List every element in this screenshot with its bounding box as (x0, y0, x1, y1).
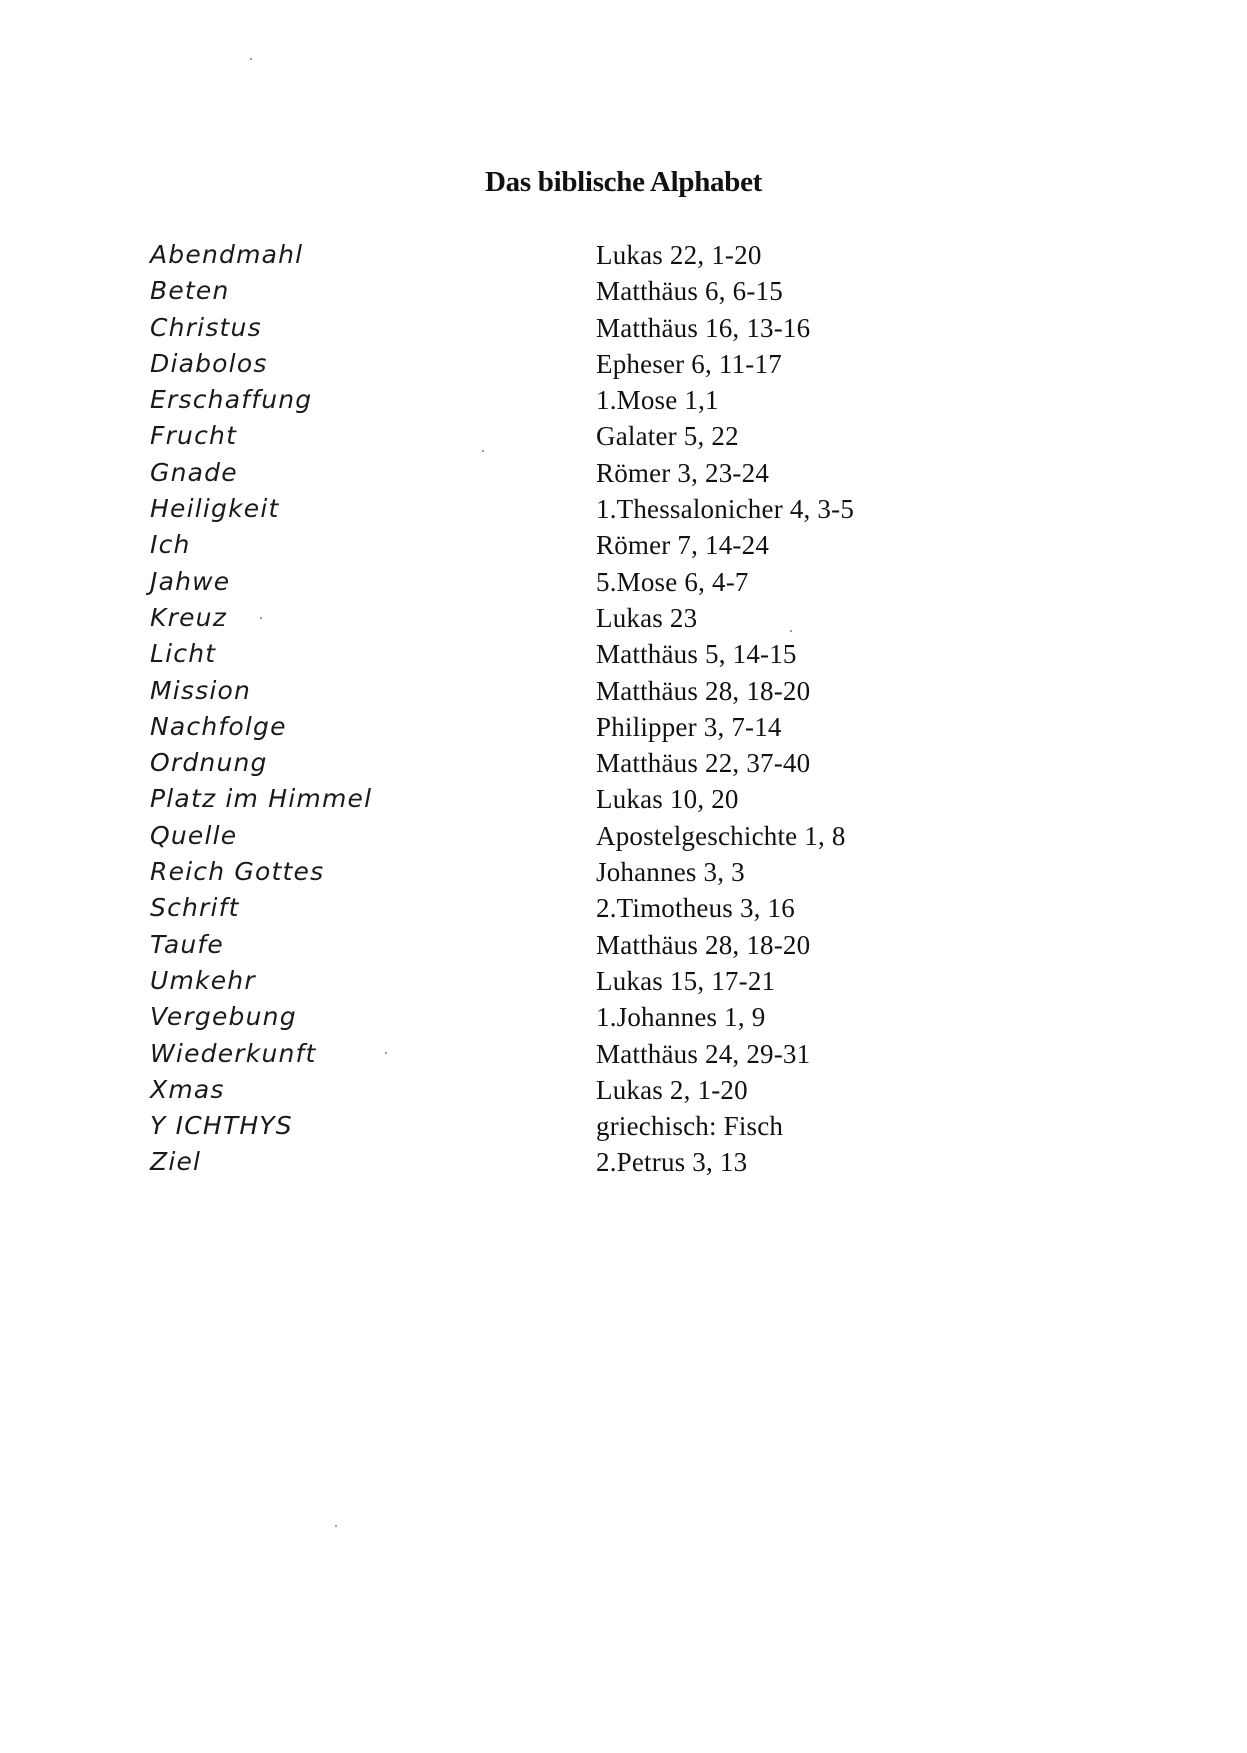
word-handwritten: Wiederkunft (150, 1038, 317, 1068)
list-item (150, 784, 1050, 820)
bible-reference: 1.Mose 1,1 (596, 385, 719, 416)
bible-reference: Lukas 2, 1-20 (596, 1074, 748, 1105)
word-handwritten: Gnade (150, 457, 238, 487)
scan-speck (335, 1525, 337, 1527)
list-item (150, 712, 1050, 748)
word-handwritten: Vergebung (150, 1002, 297, 1032)
list-item (150, 240, 1050, 276)
list-item (150, 748, 1050, 784)
list-item (150, 494, 1050, 530)
list-item (150, 530, 1050, 566)
bible-reference: Matthäus 22, 37-40 (596, 748, 811, 779)
bible-reference: Lukas 23 (596, 602, 698, 633)
list-item (150, 385, 1050, 421)
bible-reference: griechisch: Fisch (596, 1111, 784, 1142)
bible-reference: Matthäus 16, 13-16 (596, 312, 811, 343)
word-handwritten: Taufe (150, 929, 224, 959)
word-handwritten: Kreuz (150, 602, 228, 632)
scan-speck (482, 450, 484, 452)
bible-reference: Johannes 3, 3 (596, 857, 745, 888)
list-item (150, 603, 1050, 639)
scan-speck (385, 1052, 387, 1054)
alphabet-list (150, 240, 1050, 1184)
page-title: Das biblische Alphabet (484, 166, 763, 198)
list-item (150, 458, 1050, 494)
word-handwritten: Schrift (150, 893, 240, 923)
list-item (150, 313, 1050, 349)
bible-reference: 5.Mose 6, 4-7 (596, 566, 749, 597)
list-item (150, 821, 1050, 857)
list-item (150, 1039, 1050, 1075)
bible-reference: Lukas 22, 1-20 (596, 240, 762, 270)
bible-reference: 2.Timotheus 3, 16 (596, 893, 795, 924)
list-item (150, 349, 1050, 385)
list-item (150, 930, 1050, 966)
bible-reference: Galater 5, 22 (596, 421, 739, 452)
bible-reference: 2.Petrus 3, 13 (596, 1147, 748, 1178)
word-handwritten: Heiligkeit (150, 494, 280, 524)
bible-reference: 1.Thessalonicher 4, 3-5 (596, 494, 855, 525)
word-handwritten: Jahwe (150, 566, 231, 596)
word-handwritten: Ordnung (150, 748, 268, 778)
word-handwritten: Abendmahl (150, 240, 304, 269)
bible-reference: 1.Johannes 1, 9 (596, 1002, 766, 1033)
bible-reference: Philipper 3, 7-14 (596, 711, 782, 742)
scan-speck (250, 58, 252, 60)
word-handwritten: Reich Gottes (150, 857, 325, 887)
bible-reference: Matthäus 5, 14-15 (596, 639, 797, 670)
list-item (150, 857, 1050, 893)
bible-reference: Lukas 15, 17-21 (596, 965, 776, 996)
list-item (150, 676, 1050, 712)
bible-reference: Römer 7, 14-24 (596, 530, 770, 561)
word-handwritten: Licht (150, 639, 217, 669)
bible-reference: Lukas 10, 20 (596, 784, 739, 815)
list-item (150, 1002, 1050, 1038)
word-handwritten: Mission (150, 675, 252, 705)
word-handwritten: Xmas (150, 1074, 225, 1104)
word-handwritten: Ziel (150, 1147, 202, 1177)
word-handwritten: Nachfolge (150, 711, 287, 741)
word-handwritten: Christus (150, 312, 262, 342)
bible-reference: Römer 3, 23-24 (596, 457, 770, 488)
bible-reference: Matthäus 6, 6-15 (596, 276, 783, 307)
word-handwritten: Frucht (150, 421, 238, 451)
word-handwritten: Diabolos (150, 348, 268, 378)
word-handwritten: Y ICHTHYS (150, 1111, 293, 1141)
bible-reference: Matthäus 28, 18-20 (596, 675, 811, 706)
bible-reference: Matthäus 24, 29-31 (596, 1038, 811, 1069)
scan-speck (790, 630, 792, 632)
word-handwritten: Platz im Himmel (150, 784, 373, 814)
list-item (150, 1075, 1050, 1111)
list-item (150, 567, 1050, 603)
list-item (150, 639, 1050, 675)
list-item (150, 966, 1050, 1002)
bible-reference: Apostelgeschichte 1, 8 (596, 820, 846, 851)
scan-speck (260, 617, 262, 619)
word-handwritten: Erschaffung (150, 385, 313, 415)
bible-reference: Matthäus 28, 18-20 (596, 929, 811, 960)
list-item (150, 421, 1050, 457)
word-handwritten: Umkehr (150, 965, 256, 995)
list-item (150, 893, 1050, 929)
word-handwritten: Beten (150, 276, 230, 306)
word-handwritten: Quelle (150, 820, 238, 850)
list-item (150, 1147, 1050, 1183)
list-item (150, 1111, 1050, 1147)
list-item (150, 276, 1050, 312)
bible-reference: Epheser 6, 11-17 (596, 348, 782, 379)
word-handwritten: Ich (150, 530, 191, 560)
